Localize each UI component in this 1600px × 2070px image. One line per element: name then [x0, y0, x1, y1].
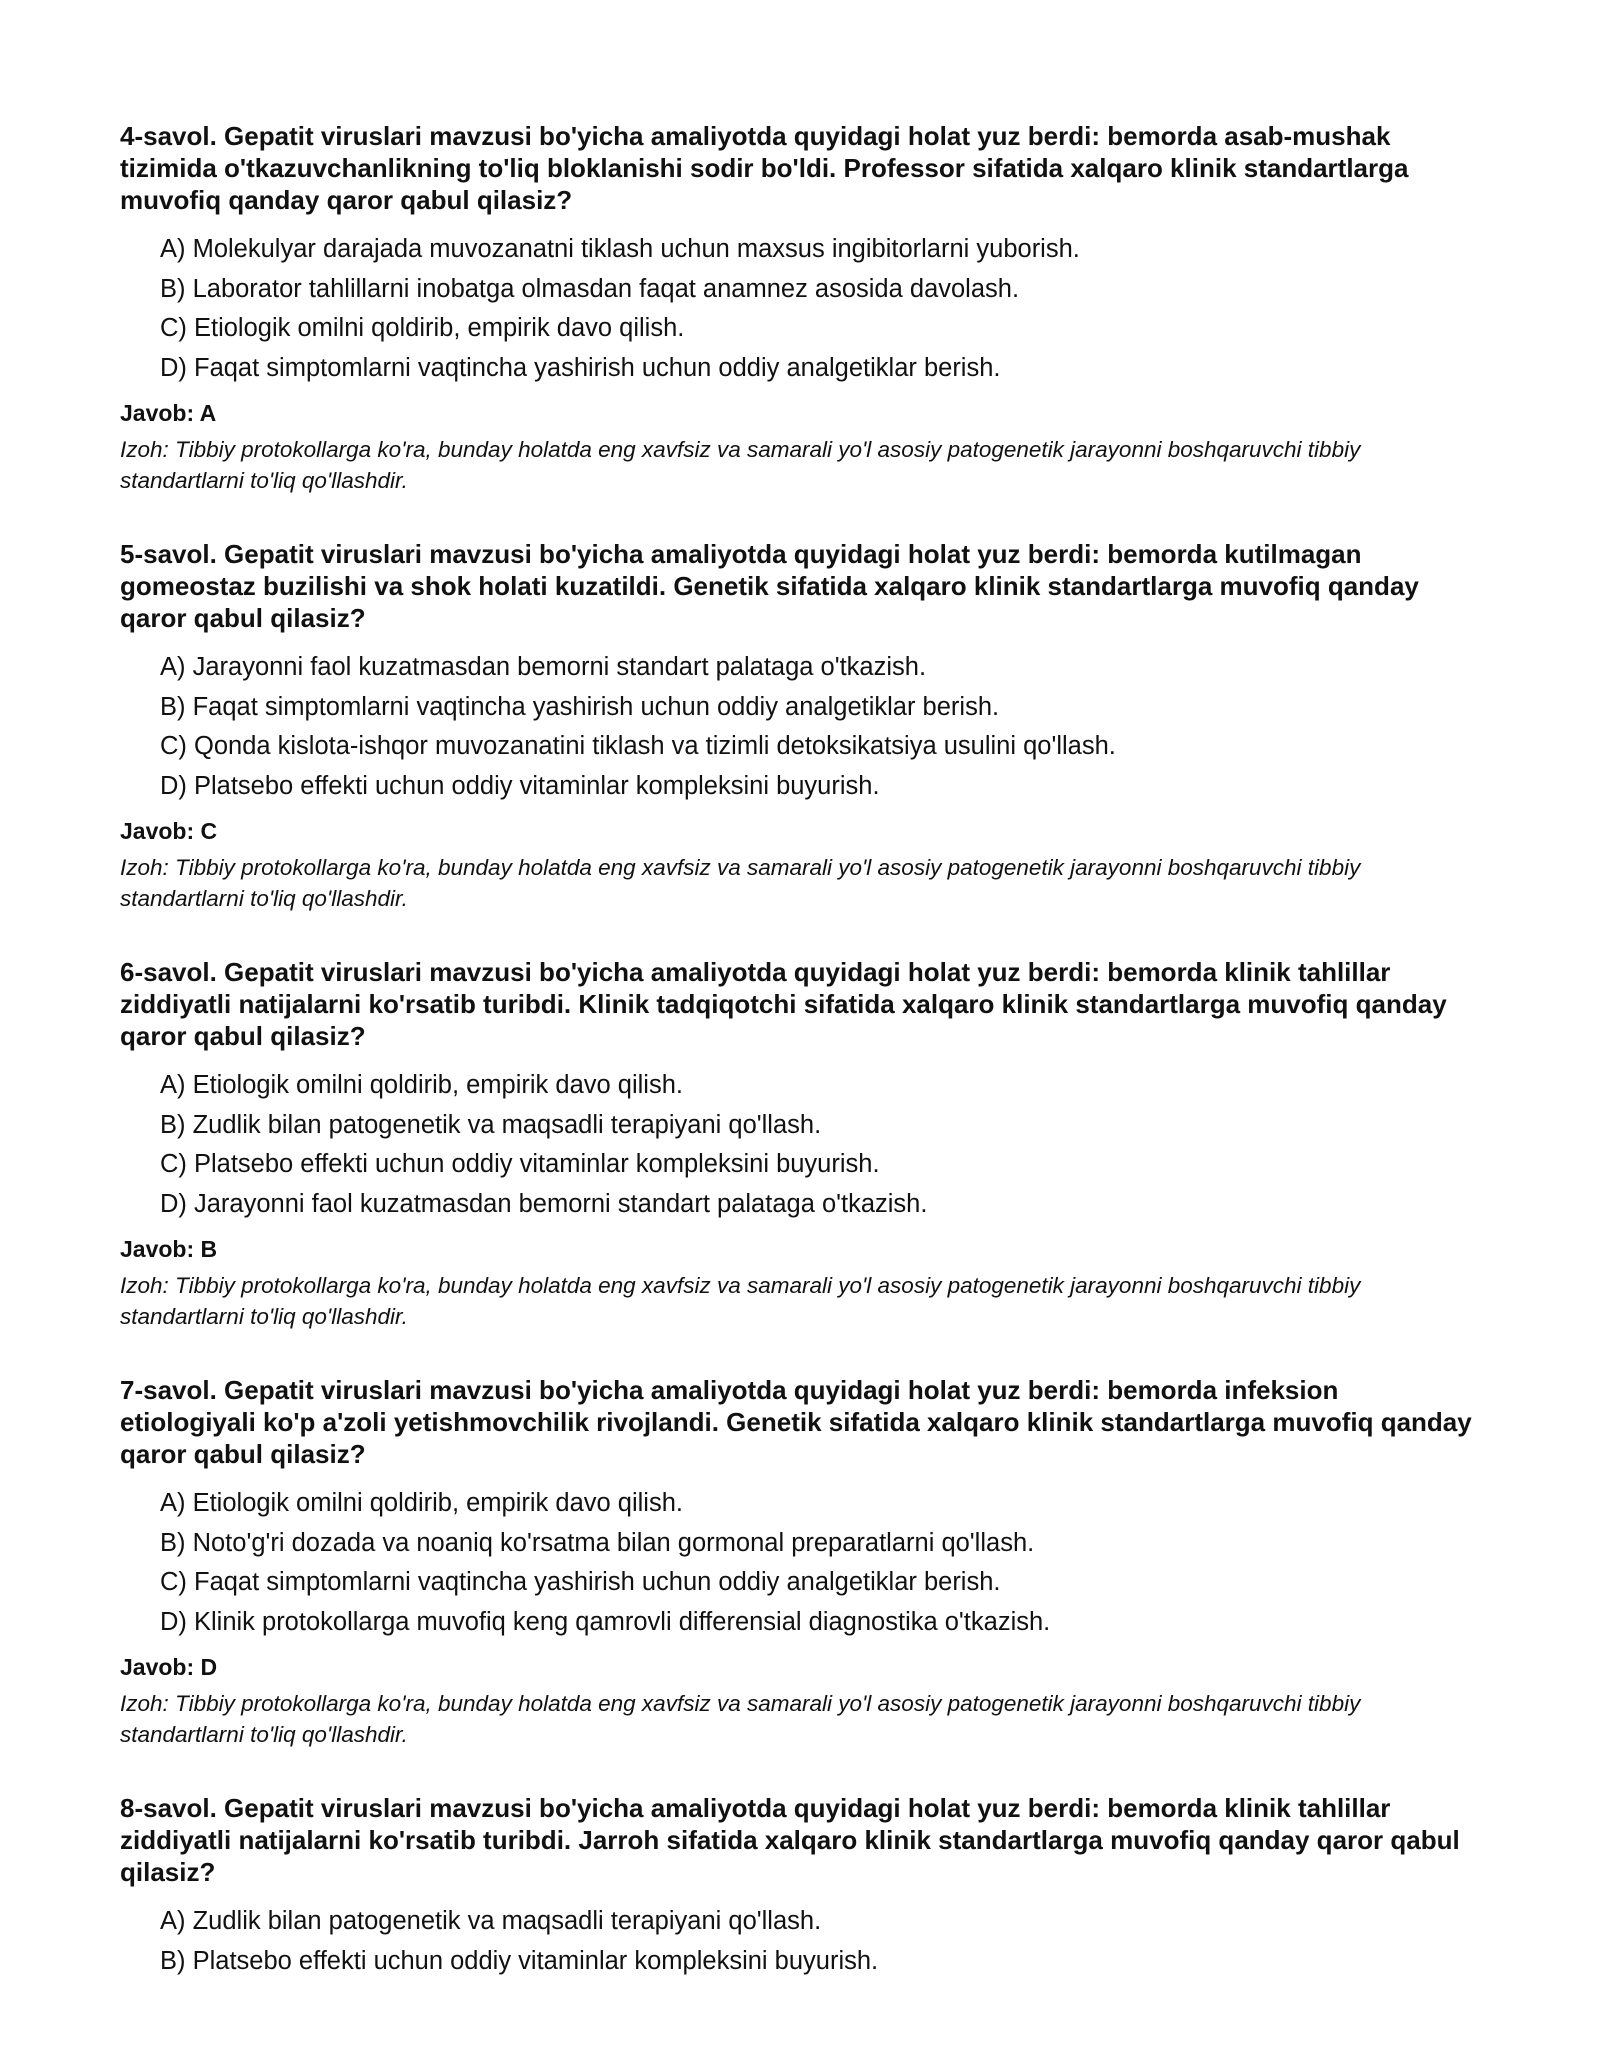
option-list [120, 648, 1480, 806]
option-b: B) Laborator tahlillarni inobatga olmasdan faqat anamnez asosida davolash. [160, 274, 1020, 303]
question-title: 4-savol. Gepatit viruslari mavzusi bo'yicha amaliyotda quyidagi holat yuz berdi: bemorda asab-mushak tizimida o'tkazuvchanlikning to'liq bloklanishi sodir bo'ldi. Professor sifatida xalqaro klinik standartlarga muvofiq qanday qaror qabul qilasiz? [120, 121, 1409, 215]
question-6 [120, 956, 1480, 1332]
question-8 [120, 1792, 1480, 1981]
option-b: B) Zudlik bilan patogenetik va maqsadli terapiyani qo'llash. [160, 1110, 822, 1139]
option-list [120, 1066, 1480, 1224]
explanation-note: Izoh: Tibbiy protokollarga ko'ra, bunday holatda eng xavfsiz va samarali yo'l asosiy patogenetik jarayonni boshqaruvchi tibbiy standartlarni to'liq qo'llashdir. [120, 437, 1361, 493]
option-c: C) Qonda kislota-ishqor muvozanatini tiklash va tizimli detoksikatsiya usulini qo'llash. [160, 732, 1116, 760]
question-title: 7-savol. Gepatit viruslari mavzusi bo'yicha amaliyotda quyidagi holat yuz berdi: bemorda infeksion etiologiyali ko'p a'zoli yetishmovchilik rivojlandi. Genetik sifatida xalqaro klinik standartlarga muvofiq qanday qaror qabul qilasiz? [120, 1375, 1472, 1469]
option-a: A) Etiologik omilni qoldirib, empirik davo qilish. [160, 1489, 683, 1517]
option-b: B) Noto'g'ri dozada va noaniq ko'rsatma bilan gormonal preparatlarni qo'llash. [160, 1528, 1035, 1557]
answer-label: Javob: B [120, 1236, 218, 1262]
question-4 [120, 120, 1480, 496]
option-b: B) Platsebo effekti uchun oddiy vitaminlar kompleksini buyurish. [160, 1946, 879, 1975]
option-c: C) Faqat simptomlarni vaqtincha yashirish uchun oddiy analgetiklar berish. [160, 1568, 1001, 1596]
option-d: D) Faqat simptomlarni vaqtincha yashirish uchun oddiy analgetiklar berish. [160, 353, 1001, 382]
document-page [120, 120, 1480, 2023]
question-title: 8-savol. Gepatit viruslari mavzusi bo'yicha amaliyotda quyidagi holat yuz berdi: bemorda klinik tahlillar ziddiyatli natijalarni ko'rsatib turibdi. Jarroh sifatida xalqaro klinik standartlarga muvofiq qanday qaror qabul qilasiz? [120, 1793, 1460, 1887]
option-c: C) Etiologik omilni qoldirib, empirik davo qilish. [160, 314, 685, 342]
explanation-note: Izoh: Tibbiy protokollarga ko'ra, bunday holatda eng xavfsiz va samarali yo'l asosiy patogenetik jarayonni boshqaruvchi tibbiy standartlarni to'liq qo'llashdir. [120, 1691, 1361, 1747]
option-b: B) Faqat simptomlarni vaqtincha yashirish uchun oddiy analgetiklar berish. [160, 692, 1000, 721]
option-list [120, 1484, 1480, 1642]
option-a: A) Zudlik bilan patogenetik va maqsadli terapiyani qo'llash. [160, 1907, 822, 1935]
option-d: D) Klinik protokollarga muvofiq keng qamrovli differensial diagnostika o'tkazish. [160, 1607, 1051, 1636]
question-5 [120, 538, 1480, 914]
option-d: D) Jarayonni faol kuzatmasdan bemorni standart palataga o'tkazish. [160, 1189, 928, 1218]
option-a: A) Jarayonni faol kuzatmasdan bemorni standart palataga o'tkazish. [160, 653, 927, 681]
answer-label: Javob: A [120, 400, 217, 426]
question-title: 6-savol. Gepatit viruslari mavzusi bo'yicha amaliyotda quyidagi holat yuz berdi: bemorda klinik tahlillar ziddiyatli natijalarni ko'rsatib turibdi. Klinik tadqiqotchi sifatida xalqaro klinik standartlarga muvofiq qanday qaror qabul qilasiz? [120, 957, 1447, 1051]
answer-label: Javob: C [120, 818, 218, 844]
question-title: 5-savol. Gepatit viruslari mavzusi bo'yicha amaliyotda quyidagi holat yuz berdi: bemorda kutilmagan gomeostaz buzilishi va shok holati kuzatildi. Genetik sifatida xalqaro klinik standartlarga muvofiq qanday qaror qabul qilasiz? [120, 539, 1419, 633]
option-a: A) Etiologik omilni qoldirib, empirik davo qilish. [160, 1071, 683, 1099]
explanation-note: Izoh: Tibbiy protokollarga ko'ra, bunday holatda eng xavfsiz va samarali yo'l asosiy patogenetik jarayonni boshqaruvchi tibbiy standartlarni to'liq qo'llashdir. [120, 1273, 1361, 1329]
option-list [120, 1902, 1480, 1981]
option-c: C) Platsebo effekti uchun oddiy vitaminlar kompleksini buyurish. [160, 1150, 880, 1178]
explanation-note: Izoh: Tibbiy protokollarga ko'ra, bunday holatda eng xavfsiz va samarali yo'l asosiy patogenetik jarayonni boshqaruvchi tibbiy standartlarni to'liq qo'llashdir. [120, 855, 1361, 911]
option-a: A) Molekulyar darajada muvozanatni tiklash uchun maxsus ingibitorlarni yuborish. [160, 235, 1080, 263]
option-d: D) Platsebo effekti uchun oddiy vitaminlar kompleksini buyurish. [160, 771, 880, 800]
answer-label: Javob: D [120, 1654, 218, 1680]
question-7 [120, 1374, 1480, 1750]
option-list [120, 230, 1480, 388]
